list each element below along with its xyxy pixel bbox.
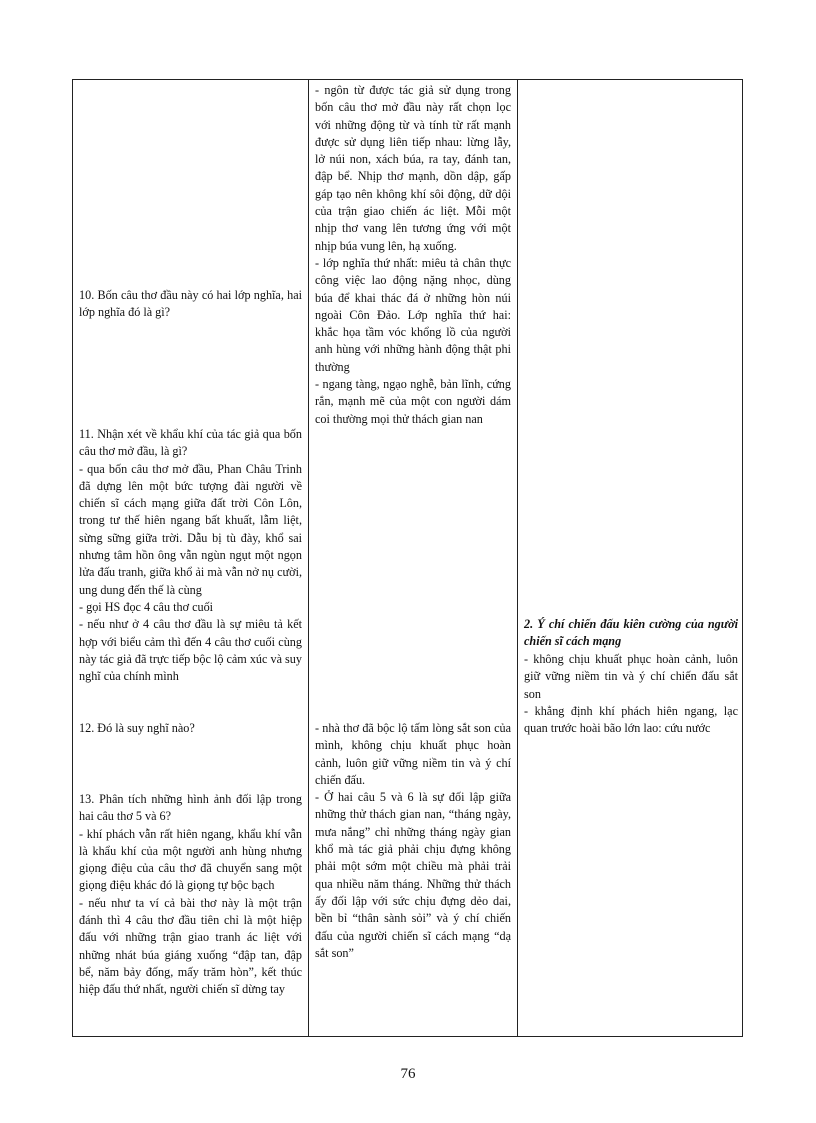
- section-heading: 2. Ý chí chiến đấu kiên cường của người chiến sĩ cách mạng: [524, 617, 738, 649]
- question-12: 12. Đó là suy nghĩ nào?: [79, 721, 195, 735]
- page-number: 76: [400, 1066, 416, 1082]
- lesson-table: [72, 79, 743, 1037]
- student-answers-column: [309, 80, 518, 1036]
- answer-block-2: - nhà thơ đã bộc lộ tấm lòng sắt son của mình, không chịu khuất phục hoàn cảnh, luôn giữ vững niềm tin và ý chí chiến đấu. - Ở hai câu 5 và 6 là sự đối lập giữa những thử thách gian nan, “tháng ngày, mưa nắng” chỉ những tháng ngày gian khổ mà tác giả phải chịu đựng không phải một sớm một chiều mà phải trải qua nhiều năm tháng. Những thử thách ấy đối lập với sức chịu đựng dẻo dai, bền bỉ “thân sành sỏi” và ý chí chiến đấu của người chiến sĩ cách mạng “dạ sắt son”: [315, 721, 511, 960]
- content-column: [518, 80, 742, 1036]
- question-13: 13. Phân tích những hình ảnh đối lập trong hai câu thơ 5 và 6? - khí phách vẫn rất hiên ngang, khẩu khí vẫn là khẩu khí của một người anh hùng nhưng giọng điệu của câu thơ đã chuyển sang một giọng điệu khác đó là giọng tự bộc bạch - nếu như ta ví cả bài thơ này là một trận đánh thì 4 câu thơ đầu tiên chỉ là một hiệp đấu với những trận giao tranh ác liệt với những nhát búa giáng xuống “đập tan, đập bể, năm bảy đống, mấy trăm hòn”, kết thúc hiệp đấu thứ nhất, người chiến sĩ dừng tay: [79, 792, 302, 997]
- answer-block-1: - ngôn từ được tác giả sử dụng trong bốn câu thơ mở đầu này rất chọn lọc với những động từ và tính từ rất mạnh được sử dụng liên tiếp nhau: lừng lẫy, lở núi non, xách búa, ra tay, đánh tan, đập bể. Nhịp thơ mạnh, dồn dập, gấp gáp tạo nên không khí sôi động, dữ dội của trận giao chiến ác liệt. Mỗi một nhịp thơ vang lên tương ứng với một nhịp búa vung lên, hạ xuống. - lớp nghĩa thứ nhất: miêu tả chân thực công việc lao động nặng nhọc, dùng búa để khai thác đá ở những hòn núi ngoài Côn Đảo. Lớp nghĩa thứ hai: khắc họa tầm vóc khổng lồ của người anh hùng với những hành động thật phi thường - ngang tàng, ngạo nghễ, bản lĩnh, cứng rắn, mạnh mẽ của một con người dám coi thường mọi thử thách gian nan: [315, 83, 511, 426]
- question-11: 11. Nhận xét về khẩu khí của tác giả qua bốn câu thơ mở đầu, là gì? - qua bốn câu thơ mở đầu, Phan Châu Trinh đã dựng lên một bức tượng đài người về chiến sĩ cách mạng giữa đất trời Côn Lôn, trong tư thế hiên ngang bất khuất, lẫm liệt, sừng sững giữa trời. Dẫu bị tù đày, khổ sai nhưng tâm hồn ông vẫn ngùn ngụt một ngọn lửa đấu tranh, giữa khổ ải mà vẫn nở nụ cười, ung dung đến thế là cùng - gọi HS đọc 4 câu thơ cuối - nếu như ở 4 câu thơ đầu là sự miêu tả kết hợp với biểu cảm thì đến 4 câu thơ cuối cùng này tác giả đã trực tiếp bộc lộ cảm xúc và suy nghĩ của chính mình: [79, 427, 302, 684]
- question-10: 10. Bốn câu thơ đầu này có hai lớp nghĩa, hai lớp nghĩa đó là gì?: [79, 288, 302, 320]
- teacher-questions-column: [73, 80, 309, 1036]
- section-body: - không chịu khuất phục hoàn cảnh, luôn giữ vững niềm tin và ý chí chiến đấu sắt son - khẳng định khí phách hiên ngang, lạc quan trước hoài bão lớn lao: cứu nước: [524, 652, 738, 736]
